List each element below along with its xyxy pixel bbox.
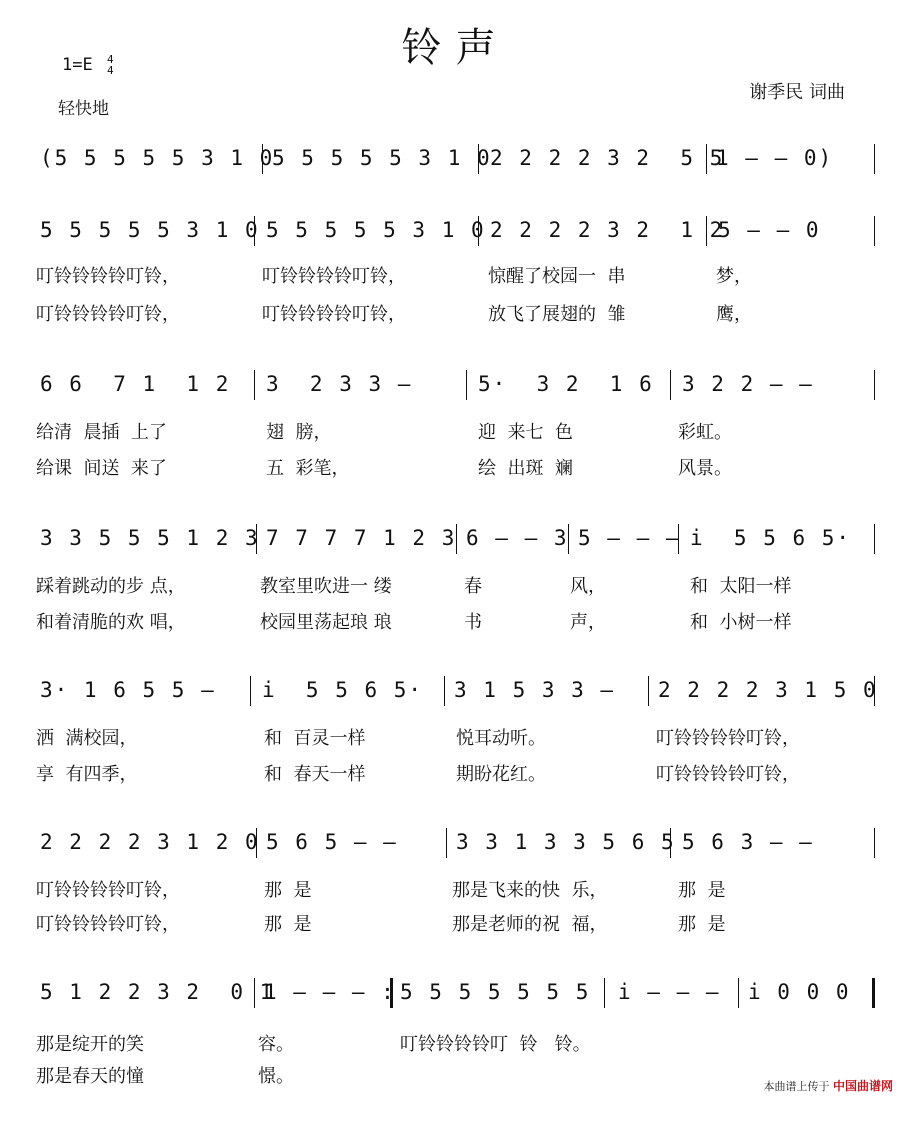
measure-notes: 3 1 5 3 3 – <box>454 678 616 702</box>
lyric-text: 教室里吹进一 缕 <box>260 576 392 597</box>
measure-notes: 5 – – – <box>578 526 681 550</box>
lyric-text: 风景。 <box>678 458 732 479</box>
lyric-text: 那 是 <box>678 914 726 935</box>
lyric-text: 和 春天一样 <box>264 764 366 785</box>
lyric-text: 绘 出斑 斓 <box>478 458 573 479</box>
measure-notes: i 5 5 6 5· <box>690 526 852 550</box>
barline <box>254 370 255 400</box>
lyric-text: 叮铃铃铃铃叮铃， <box>36 880 180 901</box>
site-logo[interactable]: 中国曲谱网 <box>832 1079 893 1093</box>
lyric-text: 悦耳动听。 <box>456 728 546 749</box>
lyric-text: 放飞了展翅的 雏 <box>488 304 626 325</box>
notes-line <box>0 218 911 248</box>
lyric-text: 叮铃铃铃铃叮 铃 铃。 <box>400 1034 591 1055</box>
measure-notes: i 0 0 0 <box>748 980 851 1004</box>
lyric-text: 叮铃铃铃铃叮铃， <box>36 914 180 935</box>
key-signature <box>62 54 114 76</box>
measure-notes: 1 – – – : <box>264 980 396 1004</box>
tempo-marking: 轻快地 <box>58 99 109 119</box>
barline <box>670 370 671 400</box>
lyric-text: 那是飞来的快 乐， <box>452 880 608 901</box>
measure-notes: 3 2 2 – – <box>682 372 814 396</box>
measure-notes: 5 6 3 – – <box>682 830 814 854</box>
lyric-text: 翅 膀， <box>266 422 332 443</box>
measure-notes: 2 2 2 2 3 1 5 0 <box>658 678 878 702</box>
measure-notes: 3 3 5 5 5 1 2 3 <box>40 526 260 550</box>
measure-notes: i – – – <box>618 980 721 1004</box>
lyric-text: 叮铃铃铃铃叮铃， <box>656 728 800 749</box>
measure-notes: 5 5 5 5 5 5 5 <box>400 980 591 1004</box>
measure-notes: 5 – – 0 <box>718 218 821 242</box>
time-signature <box>107 54 114 76</box>
barline <box>874 144 875 174</box>
notes-line <box>0 146 911 176</box>
measure-notes: 5 6 5 – – <box>266 830 398 854</box>
lyric-text: 风， <box>570 576 606 597</box>
barline <box>874 216 875 246</box>
lyric-text: 享 有四季， <box>36 764 138 785</box>
barline <box>678 524 679 554</box>
lyric-text: 那 是 <box>678 880 726 901</box>
notes-line <box>0 372 911 402</box>
lyric-text: 梦， <box>716 266 752 287</box>
credit: 谢季民 词曲 <box>749 82 845 103</box>
measure-notes: 1 – – 0) <box>716 146 834 170</box>
measure-notes: i 5 5 6 5· <box>262 678 424 702</box>
barline <box>604 978 605 1008</box>
lyric-text: 惊醒了校园一 串 <box>488 266 626 287</box>
lyric-text: 春 <box>464 576 482 597</box>
lyric-text: 那 是 <box>264 914 312 935</box>
measure-notes: 3 2 3 3 – <box>266 372 413 396</box>
song-title: 铃声 <box>401 25 510 71</box>
lyric-text: 叮铃铃铃铃叮铃， <box>262 266 406 287</box>
barline <box>478 144 479 174</box>
notes-line <box>0 980 911 1010</box>
measure-notes: 7 7 7 7 1 2 3 <box>266 526 457 550</box>
measure-notes: 2 2 2 2 3 2 1 2 <box>490 218 725 242</box>
lyric-text: 彩虹。 <box>678 422 732 443</box>
meter-bottom: 4 <box>106 64 114 77</box>
footer-text: 本曲谱上传于 <box>763 1080 830 1093</box>
lyric-text: 书 <box>464 612 482 633</box>
barline <box>256 828 257 858</box>
barline <box>254 216 255 246</box>
lyric-text: 声， <box>570 612 606 633</box>
barline <box>262 144 263 174</box>
lyric-text: 给清 晨插 上了 <box>36 422 167 443</box>
lyric-text: 那是绽开的笑 <box>36 1034 144 1055</box>
measure-notes: 6 – – 3 <box>466 526 569 550</box>
lyric-text: 校园里荡起琅 琅 <box>260 612 392 633</box>
lyric-text: 叮铃铃铃铃叮铃， <box>656 764 800 785</box>
barline <box>456 524 457 554</box>
notes-line <box>0 526 911 556</box>
measure-notes: 5 5 5 5 5 3 1 0 <box>40 218 260 242</box>
lyric-verse-2 <box>36 1062 294 1146</box>
barline <box>466 370 467 400</box>
lyric-text: 叮铃铃铃铃叮铃， <box>262 304 406 325</box>
barline <box>738 978 739 1008</box>
repeat-barline <box>390 978 393 1008</box>
lyric-text: 五 彩笔， <box>266 458 350 479</box>
key-label: 1=E <box>62 55 93 75</box>
barline <box>568 524 569 554</box>
notes-line <box>0 830 911 860</box>
barline <box>874 524 875 554</box>
lyric-text: 那是老师的祝 福， <box>452 914 608 935</box>
barline <box>874 676 875 706</box>
measure-notes: 5 5 5 5 5 3 1 0 <box>272 146 492 170</box>
lyric-text: 容。 <box>258 1034 294 1055</box>
lyric-text: 和着清脆的欢 唱， <box>36 612 186 633</box>
barline <box>648 676 649 706</box>
upload-footer <box>763 1077 893 1094</box>
lyric-text: 鹰， <box>716 304 752 325</box>
measure-notes: 3· 1 6 5 5 – <box>40 678 216 702</box>
lyric-text: 踩着跳动的步 点， <box>36 576 186 597</box>
final-barline <box>872 978 875 1008</box>
lyric-text: 和 百灵一样 <box>264 728 366 749</box>
barline <box>670 828 671 858</box>
barline <box>250 676 251 706</box>
barline <box>444 676 445 706</box>
barline <box>256 524 257 554</box>
lyric-text: 叮铃铃铃铃叮铃， <box>36 304 180 325</box>
lyric-text: 和 太阳一样 <box>690 576 792 597</box>
measure-notes: 5 5 5 5 5 3 1 0 <box>266 218 486 242</box>
lyric-text: 那是春天的憧 <box>36 1066 144 1087</box>
barline <box>254 978 255 1008</box>
barline <box>478 216 479 246</box>
measure-notes: 2 2 2 2 3 1 2 0 <box>40 830 260 854</box>
lyric-text: 叮铃铃铃铃叮铃， <box>36 266 180 287</box>
measure-notes: 5· 3 2 1 6 <box>478 372 654 396</box>
barline <box>874 370 875 400</box>
lyric-text: 给课 间送 来了 <box>36 458 167 479</box>
barline <box>874 828 875 858</box>
barline <box>446 828 447 858</box>
notes-line <box>0 678 911 708</box>
measure-notes: (5 5 5 5 5 3 1 0 <box>40 146 275 170</box>
lyric-text: 和 小树一样 <box>690 612 792 633</box>
lyric-text: 迎 来七 色 <box>478 422 573 443</box>
measure-notes: 6 6 7 1 1 2 <box>40 372 231 396</box>
lyric-text: 憬。 <box>258 1066 294 1087</box>
barline <box>706 144 707 174</box>
measure-notes: 5 1 2 2 3 2 0 1 <box>40 980 275 1004</box>
lyric-text: 洒 满校园， <box>36 728 138 749</box>
lyric-text: 期盼花红。 <box>456 764 546 785</box>
barline <box>706 216 707 246</box>
measure-notes: 3 3 1 3 3 5 6 5 <box>456 830 676 854</box>
measure-notes: 2 2 2 2 3 2 5 5 <box>490 146 725 170</box>
meter-top: 4 <box>106 53 114 66</box>
lyric-text: 那 是 <box>264 880 312 901</box>
